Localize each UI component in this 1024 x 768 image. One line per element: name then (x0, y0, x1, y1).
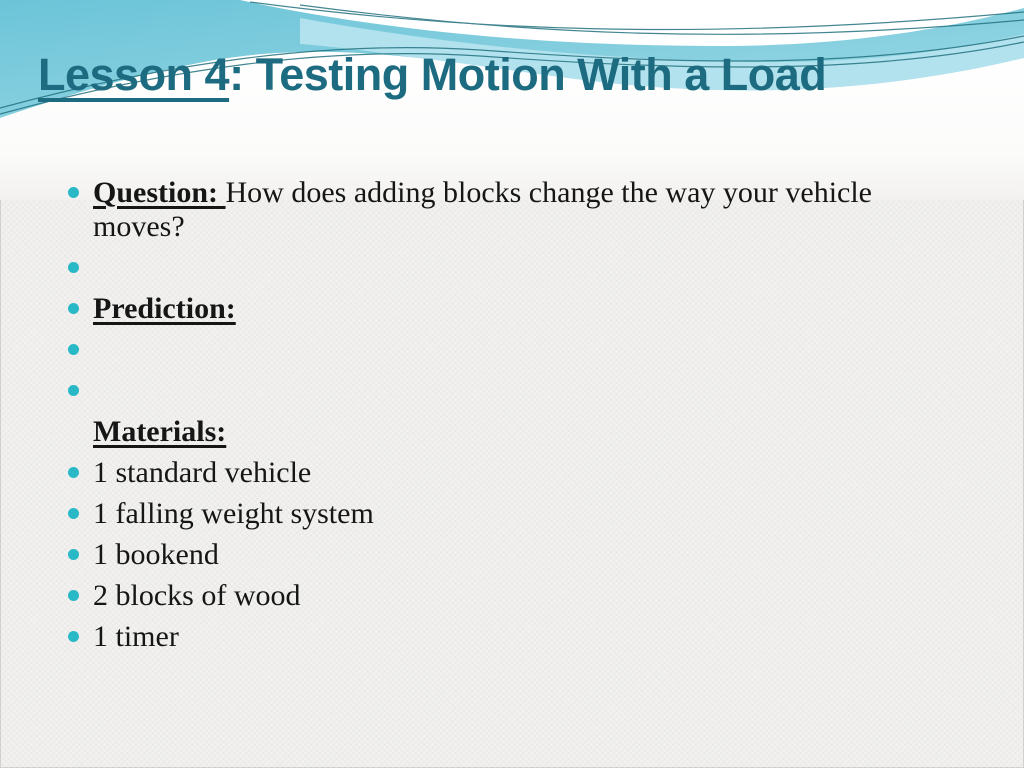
item-text-wrap (93, 497, 374, 531)
title-separator: : (229, 49, 256, 100)
item-label: Prediction: (93, 292, 236, 325)
item-text-wrap (93, 415, 226, 449)
bullet-dot-icon (68, 385, 79, 396)
slide-title (38, 48, 826, 102)
item-text: 1 standard vehicle (93, 456, 312, 489)
bullet-dot-icon (68, 467, 79, 478)
list-item-materials (56, 415, 956, 449)
list-item-empty (56, 374, 956, 408)
bullet-dot-icon (68, 344, 79, 355)
list-item-material-bookend (56, 538, 956, 572)
item-text: 2 blocks of wood (93, 579, 301, 612)
list-item-material-weight-system (56, 497, 956, 531)
title-rest: Testing Motion With a Load (255, 49, 827, 100)
list-item-material-timer (56, 620, 956, 654)
title-lesson: Lesson 4 (38, 49, 230, 100)
item-text-wrap (93, 538, 219, 572)
list-item-empty (56, 251, 956, 285)
item-text: 1 bookend (93, 538, 219, 571)
item-label: Materials: (93, 415, 227, 448)
item-label: Question: (93, 176, 226, 209)
item-text-wrap (93, 292, 236, 326)
item-text-wrap (93, 579, 300, 613)
bullet-list (56, 176, 956, 661)
bullet-dot-icon (68, 590, 79, 601)
bullet-dot-icon (68, 631, 79, 642)
list-item-empty (56, 333, 956, 367)
bullet-dot-icon (68, 549, 79, 560)
list-item-question (56, 176, 956, 244)
bullet-dot-icon (68, 262, 79, 273)
bullet-dot-icon (68, 508, 79, 519)
list-item-prediction (56, 292, 956, 326)
item-text-wrap (93, 620, 179, 654)
bullet-dot-icon (68, 303, 79, 314)
item-text: 1 falling weight system (93, 497, 374, 530)
item-text-wrap (93, 456, 311, 490)
item-text: How does adding blocks change the way your vehicle moves? (93, 176, 872, 243)
item-text: 1 timer (93, 620, 179, 653)
list-item-material-blocks (56, 579, 956, 613)
list-item-material-vehicle (56, 456, 956, 490)
item-text-wrap (93, 176, 893, 244)
bullet-dot-icon (68, 187, 79, 198)
